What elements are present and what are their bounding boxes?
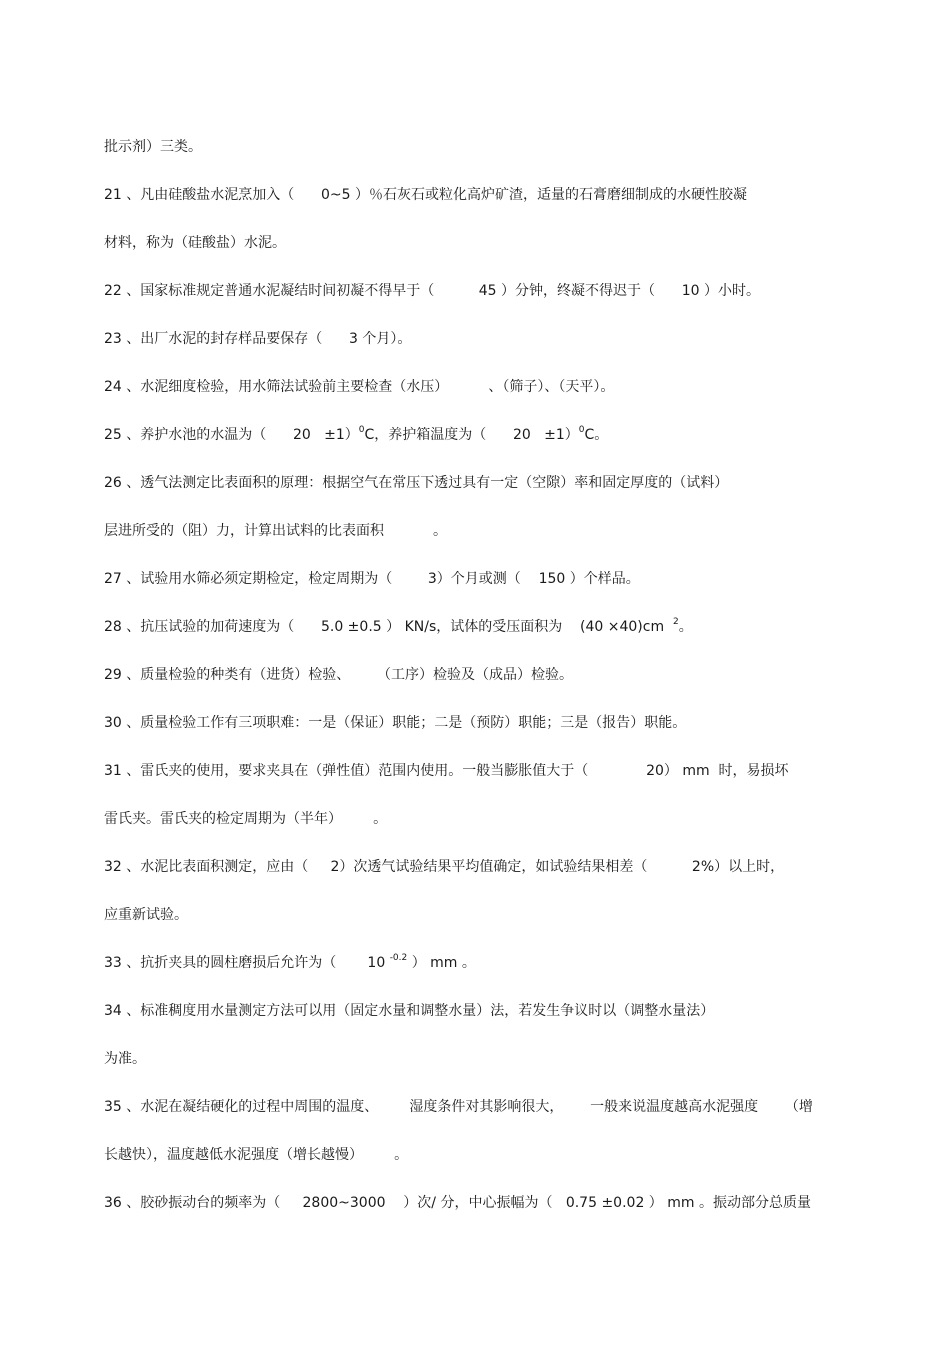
text-line bbox=[104, 761, 840, 781]
text-line bbox=[104, 809, 840, 829]
text-line bbox=[104, 857, 840, 877]
text-segment: C，养护箱温度为（ 20 ±1） bbox=[364, 427, 579, 443]
text-segment: C。 bbox=[584, 427, 609, 443]
text-line bbox=[104, 1001, 840, 1021]
text-line bbox=[104, 953, 840, 973]
text-line bbox=[104, 665, 840, 685]
text-line bbox=[104, 1193, 840, 1213]
text-line bbox=[104, 521, 840, 541]
text-line bbox=[104, 281, 840, 301]
text-segment: 26 、透气法测定比表面积的原理：根据空气在常压下透过具有一定（空隙）率和固定厚度的（试料） bbox=[104, 475, 729, 491]
text-segment: 。 bbox=[678, 619, 693, 635]
text-line bbox=[104, 1049, 840, 1069]
text-segment: ） mm 。 bbox=[407, 955, 476, 971]
text-segment: 35 、水泥在凝结硬化的过程中周围的温度、 湿度条件对其影响很大， 一般来说温度越高水泥强度 （增 bbox=[104, 1099, 813, 1115]
text-segment: 30 、质量检验工作有三项职难：一是（保证）职能；二是（预防）职能；三是（报告）职能。 bbox=[104, 715, 687, 731]
text-segment: 长越快），温度越低水泥强度（增长越慢） 。 bbox=[104, 1147, 409, 1163]
superscript-text: 0 bbox=[358, 425, 365, 435]
text-segment: 32 、水泥比表面积测定，应由（ 2）次透气试验结果平均值确定，如试验结果相差（ 2%）以上时， bbox=[104, 859, 785, 875]
text-segment: 层进所受的（阻）力，计算出试料的比表面积 。 bbox=[104, 523, 447, 539]
superscript-text: -0.2 bbox=[389, 953, 408, 963]
text-segment: 31 、雷氏夹的使用，要求夹具在（弹性值）范围内使用。一般当膨胀值大于（ 20） mm 时，易损坏 bbox=[104, 763, 789, 779]
text-segment: 33 、抗折夹具的圆柱磨损后允许为（ 10 bbox=[104, 955, 390, 971]
text-line bbox=[104, 1145, 840, 1165]
text-line bbox=[104, 1097, 840, 1117]
text-segment: 21 、凡由硅酸盐水泥烹加入（ 0~5 ）％石灰石或粒化高炉矿渣，适量的石膏磨细制成的水硬性胶凝 bbox=[104, 187, 747, 203]
text-line bbox=[104, 377, 840, 397]
text-line bbox=[104, 617, 840, 637]
text-segment: 24 、水泥细度检验，用水筛法试验前主要检查（水压） 、（筛子）、（天平）。 bbox=[104, 379, 615, 395]
text-segment: 雷氏夹。雷氏夹的检定周期为（半年） 。 bbox=[104, 811, 388, 827]
text-line bbox=[104, 473, 840, 493]
text-segment: 25 、养护水池的水温为（ 20 ±1） bbox=[104, 427, 359, 443]
text-line bbox=[104, 905, 840, 925]
text-line bbox=[104, 713, 840, 733]
text-segment: 27 、试验用水筛必须定期检定，检定周期为（ 3）个月或测（ 150 ）个样品。 bbox=[104, 571, 640, 587]
superscript-text: 0 bbox=[578, 425, 585, 435]
text-segment: 36 、胶砂振动台的频率为（ 2800~3000 ）次/ 分，中心振幅为（ 0.75 ±0.02 ） mm 。振动部分总质量 bbox=[104, 1195, 811, 1211]
text-line bbox=[104, 425, 840, 445]
text-segment: 29 、质量检验的种类有（进货）检验、 （工序）检验及（成品）检验。 bbox=[104, 667, 573, 683]
text-segment: 34 、标准稠度用水量测定方法可以用（固定水量和调整水量）法，若发生争议时以（调整水量法） bbox=[104, 1003, 715, 1019]
text-segment: 为准。 bbox=[104, 1051, 146, 1067]
text-segment: 应重新试验。 bbox=[104, 907, 188, 923]
text-segment: 22 、国家标准规定普通水泥凝结时间初凝不得早于（ 45 ）分钟，终凝不得迟于（ 10 ）小时。 bbox=[104, 283, 760, 299]
text-segment: 23 、出厂水泥的封存样品要保存（ 3 个月）。 bbox=[104, 331, 412, 347]
text-line bbox=[104, 569, 840, 589]
text-line bbox=[104, 185, 840, 205]
text-line bbox=[104, 233, 840, 253]
text-segment: 材料，称为（硅酸盐）水泥。 bbox=[104, 235, 286, 251]
text-segment: 28 、抗压试验的加荷速度为（ 5.0 ±0.5 ） KN/s，试体的受压面积为 (40 ×40)cm bbox=[104, 619, 674, 635]
text-line bbox=[104, 329, 840, 349]
superscript-text: 2 bbox=[673, 617, 679, 627]
text-line bbox=[104, 137, 840, 157]
text-segment: 批示剂）三类。 bbox=[104, 139, 202, 155]
